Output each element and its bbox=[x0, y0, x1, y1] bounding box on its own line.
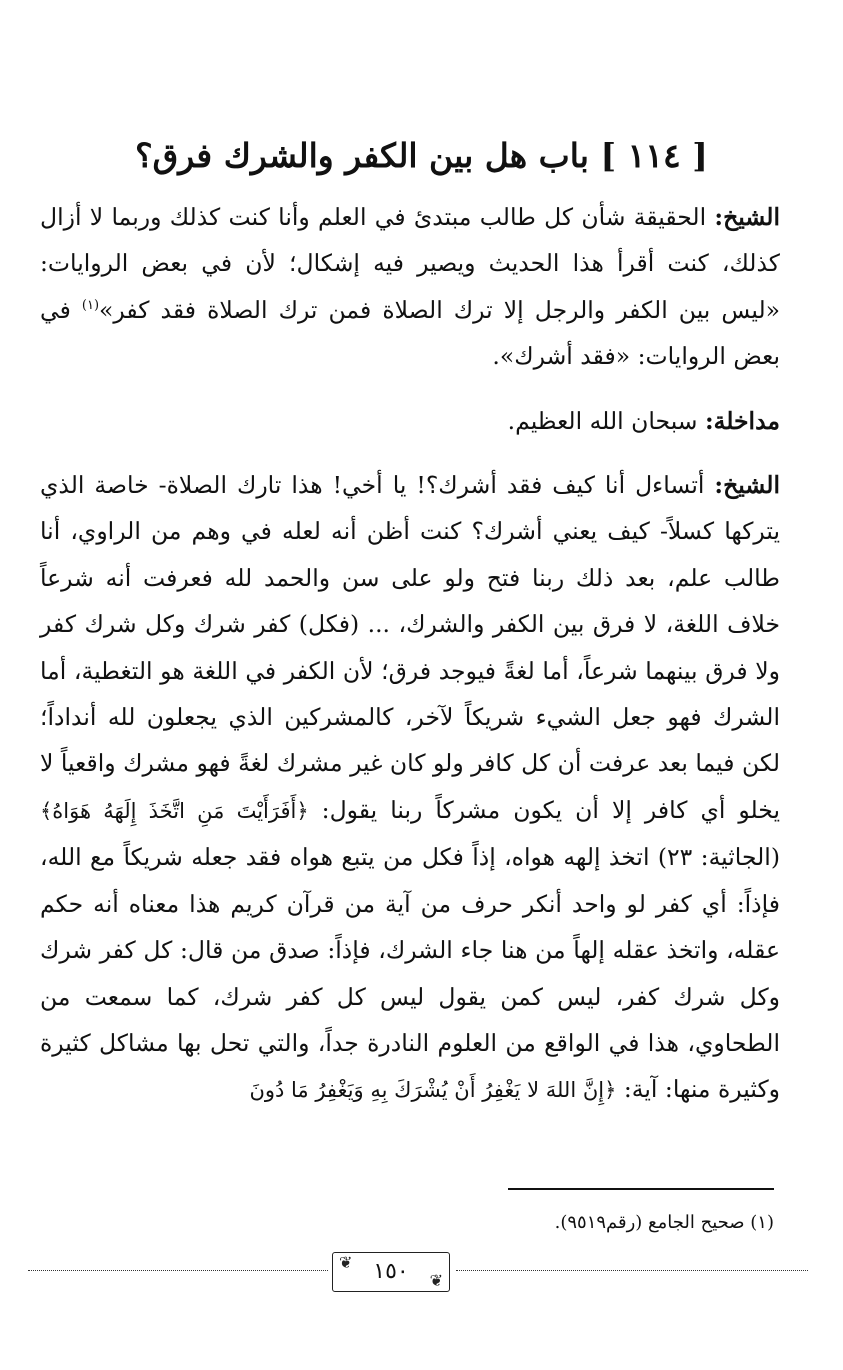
footnote: (١) صحيح الجامع (رقم٩٥١٩). bbox=[554, 1212, 774, 1233]
speaker-label: الشيخ: bbox=[714, 203, 780, 231]
speaker-label: الشيخ: bbox=[714, 471, 780, 500]
footnote-divider bbox=[508, 1188, 774, 1190]
ornament-icon: ❦ bbox=[429, 1271, 443, 1290]
body-text bbox=[40, 194, 780, 1114]
page-number-frame bbox=[332, 1252, 450, 1292]
paragraph-3 bbox=[40, 462, 780, 1114]
paragraph-2 bbox=[40, 398, 780, 444]
paragraph-text: الحقيقة شأن كل طالب مبتدئ في العلم وأنا كنت كذلك وربما لا أزال كذلك، كنت أقرأ هذا الحديث ويصير فيه إشكال؛ لأن في بعض الروايات: «ليس بين الكفر والرجل إلا ترك الصلاة فمن ترك الصلاة فقد كفر» bbox=[40, 203, 780, 324]
page-number-rule-left bbox=[28, 1270, 328, 1271]
paragraph-text-continued: في بعض الروايات: «فقد أشرك». bbox=[40, 295, 780, 371]
quran-verse: ﴿إِنَّ اللهَ لا يَغْفِرُ أَنْ يُشْرَكَ بِهِ وَيَغْفِرُ مَا دُونَ bbox=[249, 1078, 617, 1103]
paragraph-1 bbox=[40, 194, 780, 380]
page-number-rule-right bbox=[456, 1270, 808, 1271]
paragraph-text: سبحان الله العظيم. bbox=[507, 406, 705, 435]
paragraph-text: أتساءل أنا كيف فقد أشرك؟! يا أخي! هذا تارك الصلاة- خاصة الذي يتركها كسلاً- كيف يعني أشرك؟ كنت أظن أنه لعله في وهم من الراوي، أنا طالب علم، بعد ذلك ربنا فتح ولو على سن والحمد لله فعرفت أنه شرعاً خلاف اللغة، لا فرق بين الكفر والشرك، ... (فكل) كفر شرك وكل شرك كفر ولا فرق بينهما شرعاً، أما لغةً فيوجد فرق؛ لأن الكفر في اللغة هو التغطية، أما الشرك فهو جعل الشيء شريكاً لآخر، كالمشركين الذي يجعلون لله أنداداً؛ لكن فيما بعد عرفت أن كل كافر ولو كان غير مشرك لغةً فهو مشرك واقعياً لا يخلو أي كافر إلا أن يكون مشركاً ربنا يقول: bbox=[40, 471, 780, 824]
paragraph-text-continued: اتخذ إلهه هواه، إذاً فكل من يتبع هواه فقد جعله شريكاً مع الله، فإذاً: أي كفر لو واحد أنكر حرف من آية من قرآن كريم هذا معناه أنه حكم عقله، واتخذ عقله إلهاً من هنا جاء الشرك، فإذاً: صدق من قال: كل كفر شرك وكل شرك كفر، ليس كمن يقول ليس كل كفر شرك، كما سمعت من الطحاوي، هذا في الواقع من العلوم النادرة جداً، والتي تحل بها مشاكل كثيرة وكثيرة منها: آية: bbox=[40, 843, 780, 1104]
speaker-label: مداخلة: bbox=[704, 406, 780, 435]
footnote-reference: (١) bbox=[81, 297, 100, 313]
verse-reference: (الجاثية: ٢٣) bbox=[657, 843, 780, 872]
page-number: ١٥٠ bbox=[373, 1259, 409, 1284]
ornament-icon: ❦ bbox=[339, 1253, 353, 1272]
quran-verse: ﴿أَفَرَأَيْتَ مَنِ اتَّخَذَ إِلَهَهُ هَوَاهُ﴾ bbox=[40, 798, 309, 823]
chapter-title: [ ١١٤ ] باب هل بين الكفر والشرك فرق؟ bbox=[135, 136, 708, 175]
